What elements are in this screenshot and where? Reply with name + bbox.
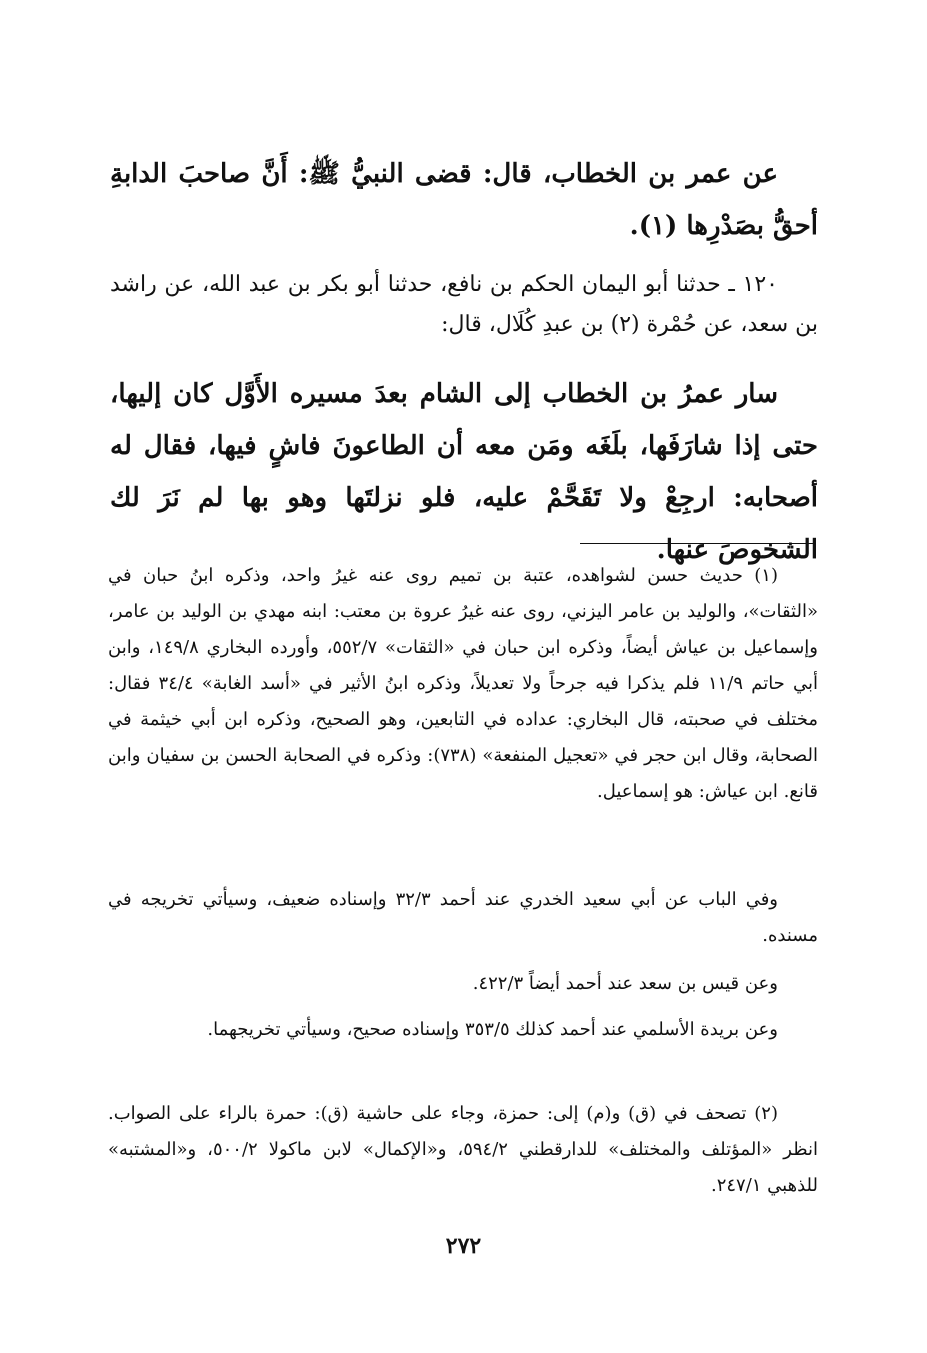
footnote-1-continued-a: وفي الباب عن أبي سعيد الخدري عند أحمد ٣٢/٣ وإسناده ضعيف، وسيأتي تخريجه في مسنده. xyxy=(108,889,818,946)
footnote-1-continued-c: وعن بريدة الأسلمي عند أحمد كذلك ٣٥٣/٥ وإسناده صحيح، وسيأتي تخريجهما. xyxy=(207,1019,778,1040)
footnote-2: (٢) تصحف في (ق) و(م) إلى: حمزة، وجاء على حاشية (ق): حمرة بالراء على الصواب. انظر «المؤتلف والمختلف» للدارقطني ٥٩٤/٢، و«الإكمال» لابن ماكولا ٥٠٠/٢، و«المشتبه» للذهبي ٢٤٧/١. xyxy=(108,1103,818,1196)
paragraph-isnad: ١٢٠ ـ حدثنا أبو اليمان الحكم بن نافع، حدثنا أبو بكر بن عبد الله، عن راشد بن سعد، عن حُمْرة (٢) بن عبدِ كُلَال، قال: xyxy=(110,272,818,337)
page-number: ٢٧٢ xyxy=(445,1233,482,1259)
footnote-1: (١) حديث حسن لشواهده، عتبة بن تميم روى عنه غيرُ واحد، وذكره ابنُ حبان في «الثقات»، والوليد بن عامر اليزني، روى عنه غيرُ عروة بن معتب: ابنه مهدي بن الوليد بن عامر، وإسماعيل بن عياش أيضاً، وذكره ابن حبان في «الثقات» ٥٥٢/٧، وأورده البخاري ١٤٩/٨، وابن أبي حاتم ١١/٩ فلم يذكرا فيه جرحاً ولا تعديلاً، وذكره ابنُ الأثير في «أسد الغابة» ٣٤/٤ فقال: مختلف في صحبته، قال البخاري: عداده في التابعين، وهو الصحيح، وذكره ابن أبي خيثمة في الصحابة، وقال ابن حجر في «تعجيل المنفعة» (٧٣٨): وذكره في الصحابة الحسن بن سفيان وابن قانع. ابن عياش: هو إسماعيل. xyxy=(108,565,819,802)
footnote-1-continued-b: وعن قيس بن سعد عند أحمد أيضاً ٤٢٢/٣. xyxy=(472,973,778,994)
paragraph-hadith-text: عن عمر بن الخطاب، قال: قضى النبيُّ ﷺ: أَنَّ صاحبَ الدابةِ أحقُّ بصَدْرِها (١). xyxy=(110,159,818,241)
footnote-separator xyxy=(580,543,816,544)
paragraph-narration: سار عمرُ بن الخطاب إلى الشام بعدَ مسيره الأَوَّل كان إليها، حتى إذا شارَفَها، بلَغَه ومَن معه أن الطاعونَ فاشٍ فيها، فقال له أصحابه: ارجِعْ ولا تَقَحَّمْ عليه، فلو نزلتَها وهو بها لم نَرَ لك الشخوصَ عنها. xyxy=(110,379,818,565)
